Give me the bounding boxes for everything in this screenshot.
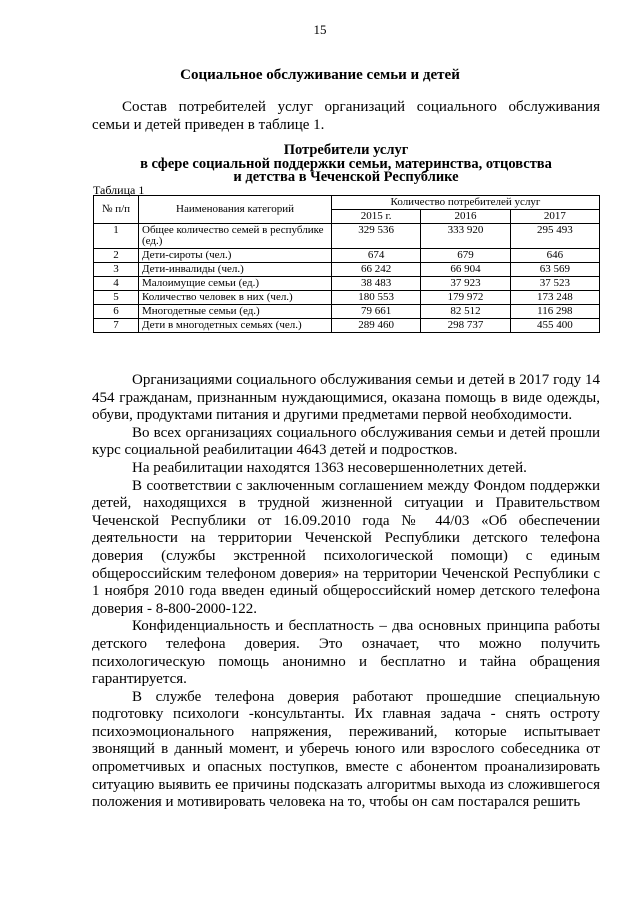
row-value-2015: 79 661 bbox=[332, 305, 421, 319]
table-row bbox=[94, 263, 600, 277]
row-num: 1 bbox=[94, 224, 139, 249]
row-value-2017: 116 298 bbox=[510, 305, 599, 319]
header-num: № п/п bbox=[94, 196, 139, 224]
table-row bbox=[94, 319, 600, 333]
row-value-2017: 173 248 bbox=[510, 291, 599, 305]
row-value-2015: 180 553 bbox=[332, 291, 421, 305]
row-value-2017: 295 493 bbox=[510, 224, 599, 249]
row-value-2015: 38 483 bbox=[332, 277, 421, 291]
header-year: 2017 bbox=[510, 210, 599, 224]
row-value-2016: 333 920 bbox=[421, 224, 510, 249]
row-value-2016: 298 737 bbox=[421, 319, 510, 333]
table-caption: Таблица 1 bbox=[93, 183, 145, 197]
table-row bbox=[94, 249, 600, 263]
body-paragraph: Во всех организациях социального обслуживания семьи и детей прошли курс социальной реабилитации 4643 детей и подростков. bbox=[92, 424, 600, 459]
header-year: 2015 г. bbox=[332, 210, 421, 224]
header-group: Количество потребителей услуг bbox=[332, 196, 600, 210]
row-name: Количество человек в них (чел.) bbox=[139, 291, 332, 305]
row-value-2015: 674 bbox=[332, 249, 421, 263]
row-num: 2 bbox=[94, 249, 139, 263]
table-title-line: Потребители услуг bbox=[283, 142, 409, 158]
body-text bbox=[92, 372, 600, 812]
row-name: Малоимущие семьи (ед.) bbox=[139, 277, 332, 291]
row-value-2016: 82 512 bbox=[421, 305, 510, 319]
row-value-2016: 679 bbox=[421, 249, 510, 263]
row-num: 6 bbox=[94, 305, 139, 319]
body-paragraph: В соответствии с заключенным соглашением между Фондом поддержки детей, находящихся в трудной жизненной ситуации и Правительством Чеченской Республики от 16.09.2010 года № 44/03 «Об обеспечении деятельности на территории Чеченской Республики детского телефона доверия (службы экстренной психологической помощи) с единым общероссийским телефоном доверия» на территории Чеченской Республики с 1 ноября 2010 года введен единый общероссийский номер детского телефона доверия - 8-800-2000-122. bbox=[92, 477, 600, 617]
row-name: Дети-сироты (чел.) bbox=[139, 249, 332, 263]
row-name: Дети-инвалиды (чел.) bbox=[139, 263, 332, 277]
row-num: 4 bbox=[94, 277, 139, 291]
table-title-line: и детства в Чеченской Республике bbox=[233, 169, 459, 185]
row-value-2015: 289 460 bbox=[332, 319, 421, 333]
table-row bbox=[94, 305, 600, 319]
table-title bbox=[92, 144, 600, 185]
body-paragraph: Конфиденциальность и бесплатность – два основных принципа работы детского телефона доверия. Это означает, что можно получить психологическую помощь анонимно и бесплатно и тайна обращения гарантируется. bbox=[92, 618, 600, 688]
body-paragraph: В службе телефона доверия работают прошедшие специальную подготовку психологи -консультанты. Их главная задача - снять остроту психоэмоционального напряжения, переживаний, которые испытывает звонящий в данный момент, и уберечь юного или взрослого собеседника от опрометчивых и опасных поступков, вместе с абонентом проанализировать ситуацию выявить ее причины подсказать алгоритмы выхода из сложившегося положения и мотивировать человека на то, чтобы он сам постарался решить bbox=[92, 688, 600, 811]
row-value-2016: 37 923 bbox=[421, 277, 510, 291]
row-name: Дети в многодетных семьях (чел.) bbox=[139, 319, 332, 333]
section-title: Социальное обслуживание семьи и детей bbox=[180, 67, 460, 83]
body-paragraph: На реабилитации находятся 1363 несовершеннолетних детей. bbox=[132, 459, 527, 476]
row-value-2015: 329 536 bbox=[332, 224, 421, 249]
table-row bbox=[94, 291, 600, 305]
consumers-table bbox=[93, 195, 600, 333]
table-title-line: в сфере социальной поддержки семьи, материнства, отцовства bbox=[140, 155, 552, 172]
row-value-2015: 66 242 bbox=[332, 263, 421, 277]
row-num: 3 bbox=[94, 263, 139, 277]
row-num: 5 bbox=[94, 291, 139, 305]
page-number: 15 bbox=[313, 22, 327, 37]
row-name: Многодетные семьи (ед.) bbox=[139, 305, 332, 319]
table-row bbox=[94, 277, 600, 291]
intro-paragraph: Состав потребителей услуг организаций социального обслуживания семьи и детей приведен в таблице 1. bbox=[92, 99, 600, 133]
row-value-2017: 455 400 bbox=[510, 319, 599, 333]
row-value-2017: 63 569 bbox=[510, 263, 599, 277]
row-value-2017: 37 523 bbox=[510, 277, 599, 291]
header-year: 2016 bbox=[421, 210, 510, 224]
row-value-2016: 66 904 bbox=[421, 263, 510, 277]
table-row bbox=[94, 224, 600, 249]
row-num: 7 bbox=[94, 319, 139, 333]
row-name: Общее количество семей в республике (ед.) bbox=[139, 224, 332, 249]
row-value-2016: 179 972 bbox=[421, 291, 510, 305]
header-name: Наименования категорий bbox=[139, 196, 332, 224]
row-value-2017: 646 bbox=[510, 249, 599, 263]
body-paragraph: Организациями социального обслуживания семьи и детей в 2017 году 14 454 гражданам, признанным нуждающимися, оказана помощь в виде одежды, обуви, продуктами питания и другими предметами первой необходимости. bbox=[92, 372, 600, 424]
